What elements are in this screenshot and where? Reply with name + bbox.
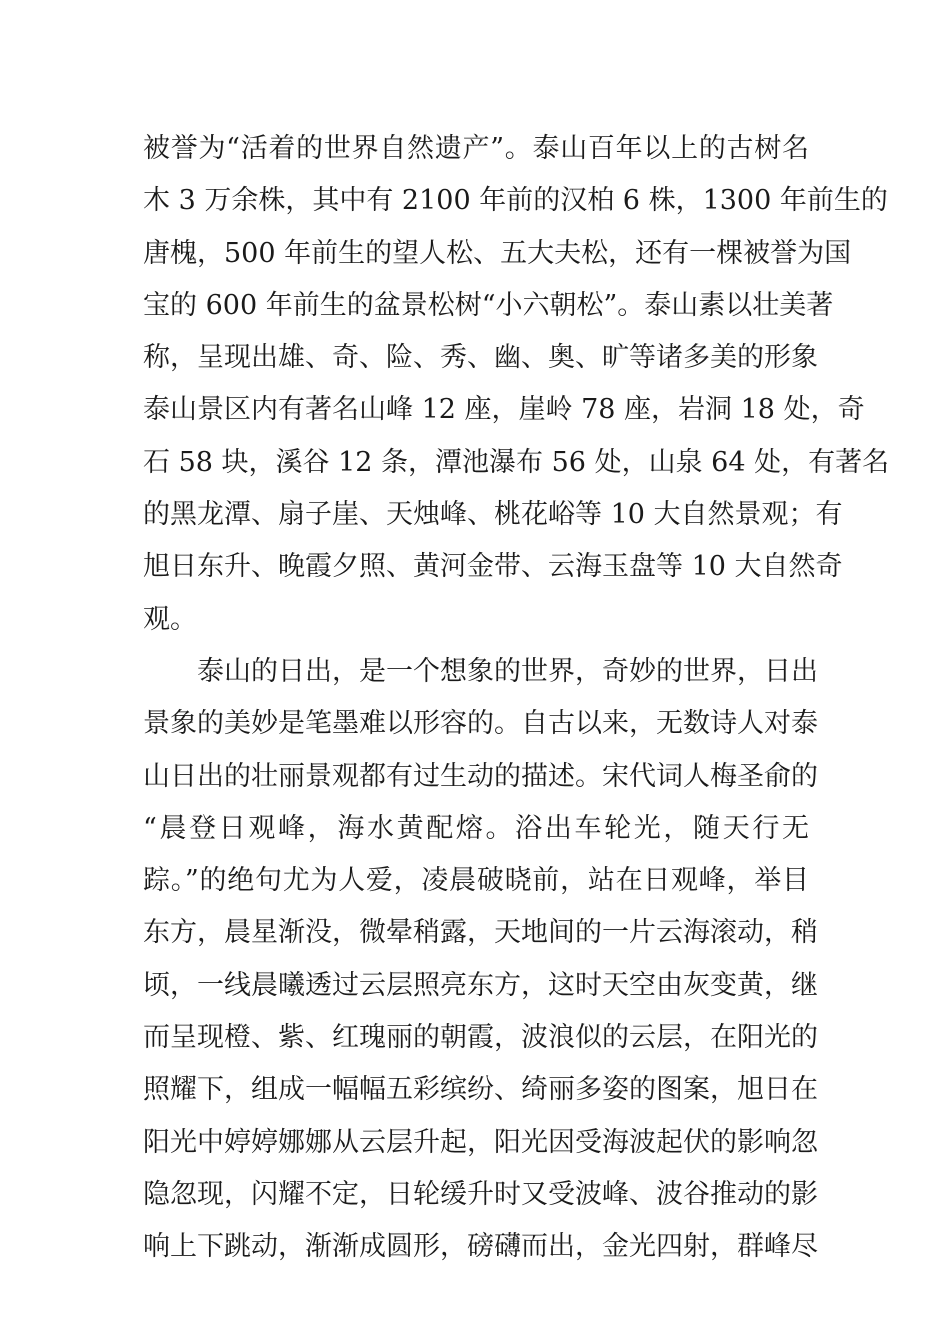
paragraph-1	[143, 123, 890, 646]
text-line: 景象的美妙是笔墨难以形容的。自古以来，无数诗人对泰	[143, 708, 818, 740]
text-line: 照耀下，组成一幅幅五彩缤纷、绮丽多姿的图案，旭日在	[143, 1074, 818, 1106]
text-line: “晨登日观峰，海水黄配熔。浴出车轮光，随天行无	[143, 812, 809, 844]
text-line: 旭日东升、晚霞夕照、黄河金带、云海玉盘等 10 大自然奇	[143, 551, 843, 583]
text-line: 石 58 块，溪谷 12 条，潭池瀑布 56 处，山泉 64 处，有著名	[143, 446, 890, 478]
text-line: 响上下跳动，渐渐成圆形，磅礴而出，金光四射，群峰尽	[143, 1231, 818, 1263]
paragraph-2	[143, 646, 818, 1274]
text-line: 隐忽现，闪耀不定，日轮缓升时又受波峰、波谷推动的影	[143, 1178, 818, 1210]
text-line: 的黑龙潭、扇子崖、天烛峰、桃花峪等 10 大自然景观；有	[143, 499, 843, 531]
text-line: 唐槐，500 年前生的望人松、五大夫松，还有一棵被誉为国	[143, 237, 852, 269]
text-line: 东方，晨星渐没，微晕稍露，天地间的一片云海滚动，稍	[143, 917, 818, 949]
text-line: 宝的 600 年前生的盆景松树“小六朝松”。泰山素以壮美著	[143, 289, 834, 321]
body-text	[143, 123, 890, 1274]
text-line: 而呈现橙、紫、红瑰丽的朝霞，波浪似的云层，在阳光的	[143, 1022, 818, 1054]
text-line: 阳光中婷婷娜娜从云层升起，阳光因受海波起伏的影响忽	[143, 1126, 818, 1158]
text-line: 木 3 万余株，其中有 2100 年前的汉柏 6 株，1300 年前生的	[143, 185, 888, 217]
text-line: 泰山景区内有著名山峰 12 座，崖岭 78 座，岩洞 18 处，奇	[143, 394, 865, 426]
text-line: 泰山的日出，是一个想象的世界，奇妙的世界，日出	[143, 655, 818, 687]
text-line: 被誉为“活着的世界自然遗产”。泰山百年以上的古树名	[143, 133, 809, 164]
text-line: 观。	[143, 603, 197, 635]
text-line: 踪。”的绝句尤为人爱，凌晨破晓前，站在日观峰，举目	[143, 865, 809, 897]
text-line: 顷，一线晨曦透过云层照亮东方，这时天空由灰变黄，继	[143, 969, 818, 1001]
text-line: 称，呈现出雄、奇、险、秀、幽、奥、旷等诸多美的形象	[143, 342, 818, 374]
text-line: 山日出的壮丽景观都有过生动的描述。宋代词人梅圣俞的	[143, 760, 818, 792]
